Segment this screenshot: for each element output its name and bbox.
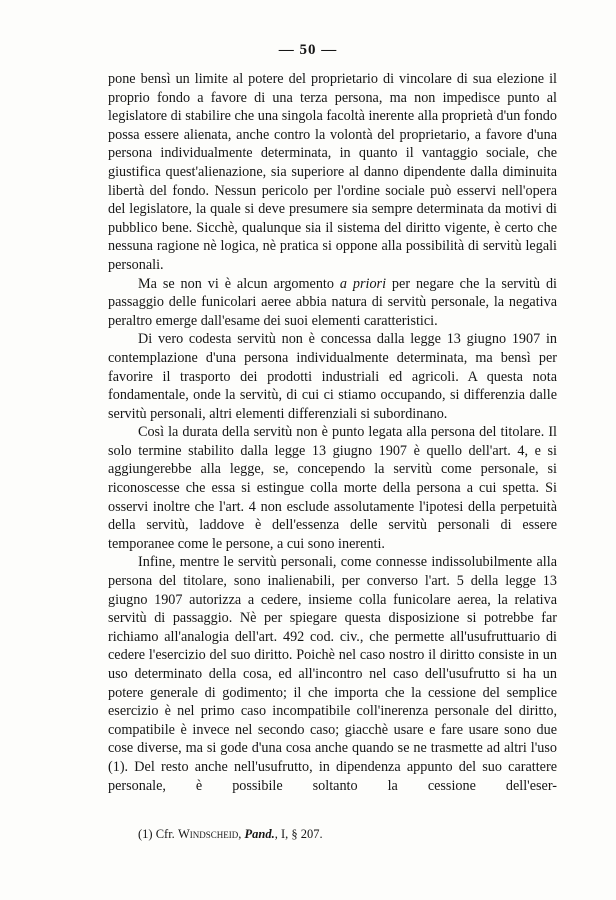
footnote-locator: , I, § 207. [274, 827, 323, 841]
footnote-work: Pand. [244, 827, 275, 841]
paragraph-5: Infine, mentre le servitù personali, come connesse indissolubilmente alla persona del titolare, sono inalienabili, per converso l'art. 5 della legge 13 giugno 1907 autorizza a cedere, insieme colla funicolare aerea, la relativa servitù di passaggio. Nè per spiegare questa disposizione si potrebbe far richiamo all'analogia dell'art. 492 cod. civ., che permette all'usufruttuario di cedere l'esercizio del suo diritto. Poichè nel caso nostro il diritto consiste in un uso determinato della cosa, ed all'incontro nel caso dell'usufrutto si ha un potere generale di godimento; il che importa che la cessione del semplice esercizio è nel primo caso incompatibile coll'inerenza personale del diritto, compatibile è invece nel secondo caso; giacchè usare e fare usare sono due cose diverse, ma si gode d'una cosa anche quando se ne trasmette ad altri l'uso (1). Del resto anche nell'usufrutto, in dipendenza appunto del suo carattere personale, è possibile soltanto la cessione dell'eser- [108, 554, 557, 794]
paragraph-4: Così la durata della servitù non è punto legata alla persona del titolare. Il solo termine stabilito dalla legge 13 giugno 1907 è quello dell'art. 4, e si aggiungerebbe alla legge, se, concependo la servitù come personale, si riconoscesse che essa si estingue colla morte della persona a cui spetta. Si osservi inoltre che l'art. 4 non esclude assolutamente l'ipotesi della perpetuità della servitù, laddove è dell'essenza delle servitù personali di essere temporanee come le persone, a cui sono inerenti. [108, 424, 557, 552]
page-number: — 50 — [278, 42, 338, 58]
footnote-author: Windscheid [177, 827, 239, 841]
footnote [138, 826, 558, 842]
paragraph-1: pone bensì un limite al potere del proprietario di vincolare di sua elezione il proprio fondo a favore di una terza persona, ma non impedisce punto al legislatore di stabilire che una singola facoltà inerente alla proprietà d'un fondo possa essere alienata, anche contro la volontà del proprietario, a favore d'una persona individualmente determinata, in quanto il vantaggio sociale, che giustifica quest'alienazione, sia superiore al danno dipendente dalla diminuita libertà del fondo. Nessun pericolo per l'ordine sociale può esservi nell'opera del legislatore, la quale si deve presumere sia sempre determinata da motivi di pubblico bene. Sicchè, qualunque sia il sistema del diritto vigente, è certo che nessuna ragione nè logica, nè pratica si oppone alla possibilità di servitù legali personali. [108, 71, 557, 273]
paragraph-3: Di vero codesta servitù non è concessa dalla legge 13 giugno 1907 in contemplazione d'una persona individualmente determinata, ma bensì per favorire il trasporto dei prodotti industriali ed agricoli. A questa nota fondamentale, onde la servitù, di cui ci stiamo occupando, si differenzia dalle servitù personali, altri elementi differenziali si subordinano. [108, 331, 557, 422]
paragraph-2-italic: a priori [339, 275, 387, 292]
footnote-separator: , [238, 827, 245, 841]
footnote-prefix: (1) Cfr. [138, 827, 178, 841]
body-text [108, 70, 557, 795]
paragraph-2 [108, 275, 557, 331]
paragraph-2-end: per negare che la servitù di passaggio delle funicolari aeree abbia natura di servitù personale, la negativa peraltro emerge dall'esame dei suoi elementi caratteristici. [108, 275, 557, 329]
paragraph-2-start: Ma se non vi è alcun argomento [138, 275, 340, 292]
